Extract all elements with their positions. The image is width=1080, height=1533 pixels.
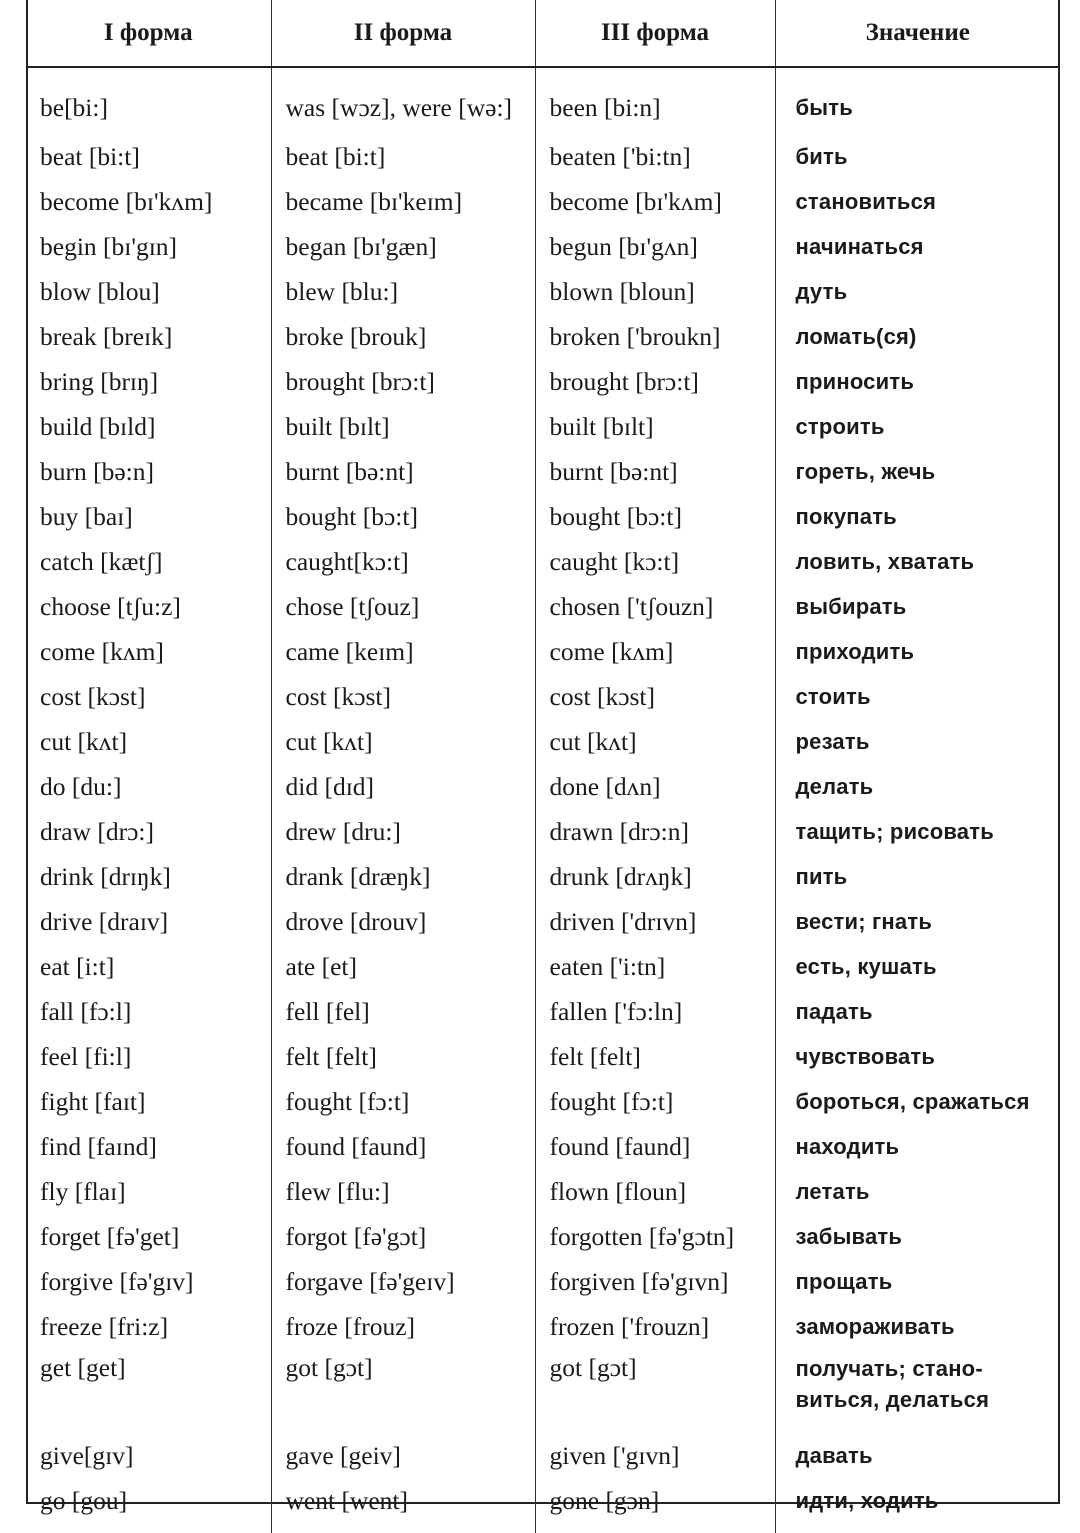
cell-second-form: flew [flu:] [271,1169,535,1214]
cell-third-form: cost [kɔst] [535,674,775,719]
cell-third-form: fallen ['fɔ:ln] [535,989,775,1034]
cell-second-form: drew [dru:] [271,809,535,854]
cell-third-form: given ['gɪvn] [535,1433,775,1478]
table-row [26,854,1060,899]
cell-first-form: fly [flaɪ] [40,1176,126,1206]
table-row [26,1259,1060,1304]
cell-second-form: felt [felt] [271,1034,535,1079]
table-row [26,944,1060,989]
cell-second-form: drank [dræŋk] [271,854,535,899]
cell-first-form: beat [bi:t] [40,141,140,171]
table-row [26,1478,1060,1533]
cell-meaning: пить [775,854,1060,899]
cell-meaning: делать [775,764,1060,809]
cell-first-form: cut [kʌt] [40,726,128,756]
cell-meaning: приходить [775,629,1060,674]
cell-second-form: blew [blu:] [271,269,535,314]
cell-second-form: ate [et] [271,944,535,989]
cell-first-form: freeze [fri:z] [40,1311,169,1341]
cell-meaning: давать [775,1433,1060,1478]
cell-second-form: brought [brɔ:t] [271,359,535,404]
cell-third-form: forgiven [fə'gɪvn] [535,1259,775,1304]
cell-first-form: do [du:] [40,771,122,801]
cell-meaning: находить [775,1124,1060,1169]
cell-first-form: become [bɪ'kʌm] [40,186,213,216]
cell-second-form: beat [bi:t] [271,134,535,179]
cell-first-form: get [get] [40,1353,126,1382]
table-row [26,1433,1060,1478]
irregular-verbs-table [26,0,1060,1533]
cell-second-form: fell [fel] [271,989,535,1034]
cell-first-form: come [kʌm] [40,636,164,666]
cell-first-form: break [breɪk] [40,321,173,351]
table-row [26,449,1060,494]
cell-third-form: come [kʌm] [535,629,775,674]
table-row [26,584,1060,629]
cell-second-form: did [dɪd] [271,764,535,809]
cell-meaning: бить [775,134,1060,179]
cell-third-form: gone [gɔn] [535,1478,775,1533]
cell-meaning: становиться [775,179,1060,224]
cell-first-form: blow [blou] [40,276,160,306]
cell-third-form: drawn [drɔ:n] [535,809,775,854]
table-row [26,224,1060,269]
cell-third-form: done [dʌn] [535,764,775,809]
cell-third-form: drunk [drʌŋk] [535,854,775,899]
cell-third-form: driven ['drɪvn] [535,899,775,944]
cell-third-form: eaten ['i:tn] [535,944,775,989]
cell-first-form: burn [bə:n] [40,456,155,486]
table-row [26,1304,1060,1349]
table-row [26,1034,1060,1079]
cell-third-form: found [faund] [535,1124,775,1169]
cell-second-form: burnt [bə:nt] [271,449,535,494]
header-first-form: I форма [26,0,271,67]
cell-meaning: идти, ходить [775,1478,1060,1533]
cell-third-form: broken ['broukn] [535,314,775,359]
cell-third-form: fought [fɔ:t] [535,1079,775,1124]
cell-second-form: built [bɪlt] [271,404,535,449]
cell-first-form: forget [fə'get] [40,1221,180,1251]
table-row [26,539,1060,584]
table-row [26,1349,1060,1433]
cell-second-form: got [gɔt] [271,1349,535,1433]
cell-third-form: frozen ['frouzn] [535,1304,775,1349]
cell-second-form: came [keɪm] [271,629,535,674]
cell-third-form: brought [brɔ:t] [535,359,775,404]
table-row [26,494,1060,539]
table-row [26,179,1060,224]
cell-first-form: find [faɪnd] [40,1131,157,1161]
cell-third-form: beaten ['bi:tn] [535,134,775,179]
table-row [26,809,1060,854]
cell-second-form: forgave [fə'geɪv] [271,1259,535,1304]
cell-first-form: drive [draɪv] [40,906,169,936]
table-row [26,404,1060,449]
header-row [26,0,1060,67]
cell-second-form: broke [brouk] [271,314,535,359]
cell-first-form: go [gou] [40,1485,128,1515]
cell-second-form: found [faund] [271,1124,535,1169]
cell-third-form: got [gɔt] [535,1349,775,1433]
table-row [26,269,1060,314]
table-row [26,1124,1060,1169]
cell-third-form: built [bɪlt] [535,404,775,449]
cell-second-form: cost [kɔst] [271,674,535,719]
cell-second-form: bought [bɔ:t] [271,494,535,539]
header-second-form: II форма [271,0,535,67]
cell-second-form: chose [tʃouz] [271,584,535,629]
header-meaning: Значение [775,0,1060,67]
cell-meaning: вести; гнать [775,899,1060,944]
cell-meaning: замораживать [775,1304,1060,1349]
cell-third-form: caught [kɔ:t] [535,539,775,584]
cell-second-form: went [went] [271,1478,535,1533]
cell-meaning: выбирать [775,584,1060,629]
cell-second-form: gave [geiv] [271,1433,535,1478]
cell-second-form: cut [kʌt] [271,719,535,764]
cell-second-form: caught[kɔ:t] [271,539,535,584]
cell-second-form: froze [frouz] [271,1304,535,1349]
cell-third-form: cut [kʌt] [535,719,775,764]
cell-meaning: забывать [775,1214,1060,1259]
cell-third-form: been [bi:n] [535,67,775,134]
table-row [26,1169,1060,1214]
cell-meaning: есть, кушать [775,944,1060,989]
cell-first-form: build [bɪld] [40,411,156,441]
cell-meaning: приносить [775,359,1060,404]
cell-meaning: летать [775,1169,1060,1214]
cell-third-form: flown [floun] [535,1169,775,1214]
table-row [26,134,1060,179]
cell-first-form: forgive [fə'gɪv] [40,1266,194,1296]
cell-first-form: begin [bɪ'gɪn] [40,231,178,261]
table-row [26,764,1060,809]
cell-second-form: fought [fɔ:t] [271,1079,535,1124]
cell-meaning: быть [775,67,1060,134]
cell-meaning: тащить; рисовать [775,809,1060,854]
cell-first-form: fight [faɪt] [40,1086,146,1116]
cell-first-form: buy [baɪ] [40,501,133,531]
cell-second-form: began [bɪ'gæn] [271,224,535,269]
cell-meaning: резать [775,719,1060,764]
cell-meaning: прощать [775,1259,1060,1304]
cell-first-form: choose [tʃu:z] [40,591,181,621]
header-third-form: III форма [535,0,775,67]
cell-third-form: bought [bɔ:t] [535,494,775,539]
cell-first-form: cost [kɔst] [40,681,146,711]
table-row [26,1214,1060,1259]
table-row [26,674,1060,719]
table-body [26,67,1060,1533]
cell-meaning: строить [775,404,1060,449]
cell-third-form: chosen ['tʃouzn] [535,584,775,629]
table-row [26,67,1060,134]
cell-meaning: падать [775,989,1060,1034]
cell-meaning: стоить [775,674,1060,719]
cell-first-form: draw [drɔ:] [40,816,154,846]
cell-first-form: fall [fɔ:l] [40,996,132,1026]
cell-meaning: гореть, жечь [775,449,1060,494]
cell-meaning: дуть [775,269,1060,314]
cell-second-form: became [bɪ'keɪm] [271,179,535,224]
cell-first-form: bring [brɪŋ] [40,366,159,396]
cell-meaning: покупать [775,494,1060,539]
cell-third-form: blown [bloun] [535,269,775,314]
table-row [26,719,1060,764]
cell-third-form: felt [felt] [535,1034,775,1079]
table-row [26,359,1060,404]
cell-meaning: получать; стано-виться, делаться [775,1349,1060,1433]
cell-first-form: catch [kætʃ] [40,546,163,576]
cell-first-form: eat [i:t] [40,951,115,981]
table-row [26,989,1060,1034]
cell-third-form: burnt [bə:nt] [535,449,775,494]
cell-third-form: become [bɪ'kʌm] [535,179,775,224]
cell-first-form: be[bi:] [40,93,108,122]
cell-third-form: forgotten [fə'gɔtn] [535,1214,775,1259]
cell-first-form: drink [drɪŋk] [40,861,171,891]
cell-second-form: was [wɔz], were [wə:] [271,67,535,134]
cell-third-form: begun [bɪ'gʌn] [535,224,775,269]
cell-first-form: give[gɪv] [40,1440,134,1470]
table-row [26,314,1060,359]
cell-meaning: бороться, сражаться [775,1079,1060,1124]
cell-meaning: чувствовать [775,1034,1060,1079]
cell-meaning: ловить, хватать [775,539,1060,584]
table-row [26,899,1060,944]
table-row [26,1079,1060,1124]
cell-meaning: ломать(ся) [775,314,1060,359]
cell-first-form: feel [fi:l] [40,1041,132,1071]
cell-second-form: forgot [fə'gɔt] [271,1214,535,1259]
cell-meaning: начинаться [775,224,1060,269]
cell-second-form: drove [drouv] [271,899,535,944]
table-row [26,629,1060,674]
